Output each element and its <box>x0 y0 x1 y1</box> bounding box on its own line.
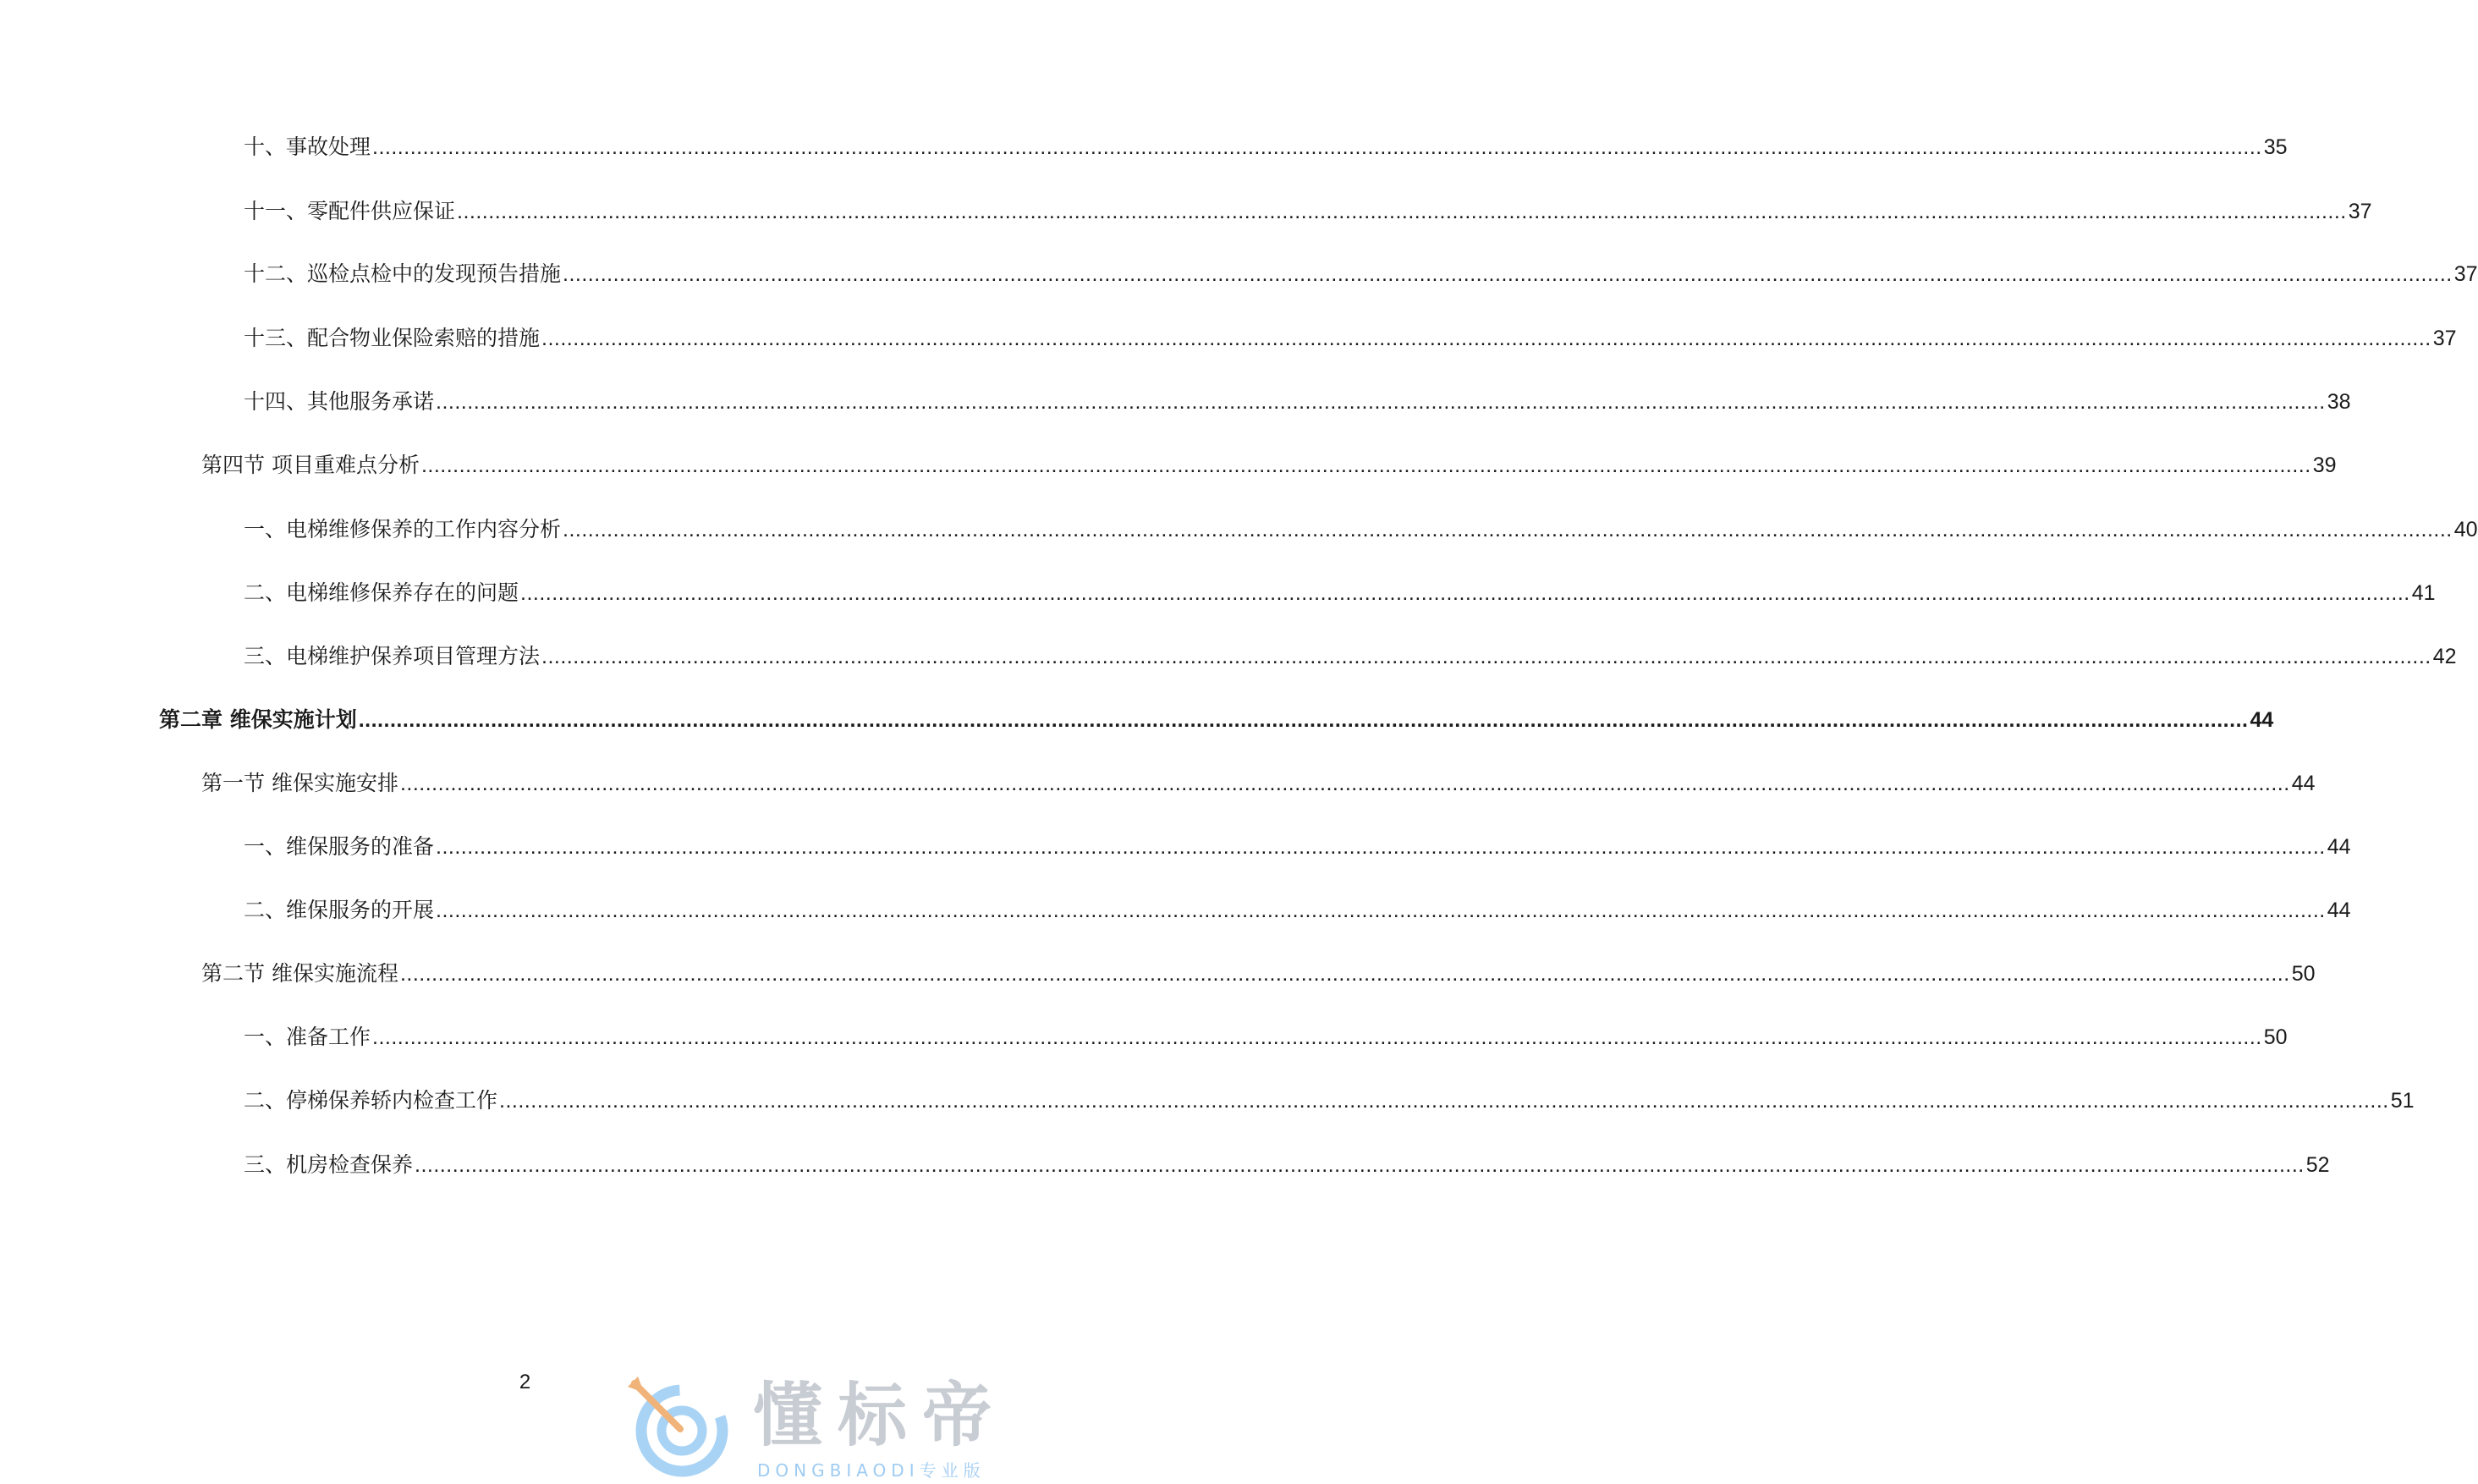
toc-entry-title: 十、事故处理 <box>244 135 371 159</box>
toc-entry-page: 41 <box>2411 581 2436 605</box>
toc-entry-title: 十三、配合物业保险索赔的措施 <box>244 326 541 350</box>
toc-leader-dots: ............................................................................................................................................................................................................................................................................................................ <box>399 772 2290 795</box>
toc-entry-title: 二、电梯维修保养存在的问题 <box>244 580 519 605</box>
toc-entry-page: 44 <box>2327 835 2351 859</box>
watermark <box>626 1375 1032 1481</box>
toc-entry[interactable] <box>244 1020 2288 1054</box>
toc-leader-dots: ............................................................................................................................................................................................................................................................................................................ <box>520 581 2410 605</box>
page-number: 2 <box>519 1371 531 1393</box>
toc-entry-page: 44 <box>2250 708 2274 732</box>
toc-entry-title: 十二、巡检点检中的发现预告措施 <box>244 261 562 286</box>
toc-entry-page: 37 <box>2453 262 2478 286</box>
toc-entry-page: 52 <box>2305 1153 2330 1177</box>
toc-entry[interactable] <box>201 448 2337 482</box>
toc-leader-dots: ............................................................................................................................................................................................................................................................................................................ <box>541 645 2431 668</box>
toc-entry-page: 44 <box>2327 899 2351 922</box>
toc-entry-title: 十一、零配件供应保证 <box>244 199 456 223</box>
toc-entry-page: 42 <box>2432 645 2457 668</box>
watermark-subtitle: DONGBIAODI专业版 <box>757 1460 986 1481</box>
toc-entry-title: 十四、其他服务承诺 <box>244 389 435 414</box>
toc-entry-title: 第一节 维保实施安排 <box>201 771 398 795</box>
toc-entry[interactable] <box>201 767 2316 800</box>
toc-entry-title: 第二章 维保实施计划 <box>159 707 357 732</box>
toc-leader-dots: ............................................................................................................................................................................................................................................................................................................ <box>436 899 2326 922</box>
toc-entry[interactable] <box>244 640 2457 673</box>
toc-leader-dots: ............................................................................................................................................................................................................................................................................................................ <box>457 200 2347 223</box>
toc-entry-page: 35 <box>2263 135 2288 159</box>
toc-entry-title: 二、停梯保养轿内检查工作 <box>244 1088 498 1113</box>
toc-entry[interactable] <box>244 1148 2330 1182</box>
toc-entry[interactable] <box>244 257 2478 291</box>
toc-entry[interactable] <box>244 322 2457 355</box>
toc-leader-dots: ............................................................................................................................................................................................................................................................................................................ <box>358 708 2249 732</box>
toc-leader-dots: ............................................................................................................................................................................................................................................................................................................ <box>420 453 2311 477</box>
target-arrow-icon <box>626 1375 732 1481</box>
toc-entry-page: 51 <box>2390 1089 2415 1113</box>
toc-entry[interactable] <box>244 1084 2415 1118</box>
toc-leader-dots: ............................................................................................................................................................................................................................................................................................................ <box>436 835 2326 859</box>
toc-entry-title: 一、准备工作 <box>244 1025 371 1049</box>
toc-entry-title: 一、维保服务的准备 <box>244 834 435 859</box>
toc-entry-title: 第二节 维保实施流程 <box>201 961 398 986</box>
toc-entry-page: 44 <box>2291 772 2316 795</box>
toc-entry-page: 50 <box>2291 962 2316 986</box>
toc-entry-title: 三、电梯维护保养项目管理方法 <box>244 644 541 668</box>
toc-leader-dots: ............................................................................................................................................................................................................................................................................................................ <box>541 327 2431 350</box>
toc-entry-page: 39 <box>2312 453 2337 477</box>
toc-entry[interactable] <box>244 576 2436 610</box>
toc-leader-dots: ............................................................................................................................................................................................................................................................................................................ <box>415 1153 2305 1177</box>
toc-entry-page: 37 <box>2432 327 2457 350</box>
toc-entry[interactable] <box>159 703 2274 737</box>
toc-entry[interactable] <box>201 957 2316 991</box>
watermark-brand: 懂标帝 <box>753 1376 1008 1456</box>
toc-entry-title: 二、维保服务的开展 <box>244 898 435 922</box>
toc-entry[interactable] <box>244 130 2288 164</box>
toc-entry[interactable] <box>244 893 2351 927</box>
toc-leader-dots: ............................................................................................................................................................................................................................................................................................................ <box>563 262 2453 286</box>
toc-leader-dots: ............................................................................................................................................................................................................................................................................................................ <box>372 1025 2262 1049</box>
toc-leader-dots: ............................................................................................................................................................................................................................................................................................................ <box>436 390 2326 414</box>
toc-entry[interactable] <box>244 385 2351 419</box>
toc-entry-title: 第四节 项目重难点分析 <box>201 453 420 477</box>
toc-entry[interactable] <box>244 513 2478 547</box>
toc-leader-dots: ............................................................................................................................................................................................................................................................................................................ <box>563 518 2453 541</box>
toc-entry-page: 37 <box>2348 200 2372 223</box>
toc-leader-dots: ............................................................................................................................................................................................................................................................................................................ <box>399 962 2290 986</box>
toc-entry-title: 一、电梯维修保养的工作内容分析 <box>244 517 562 541</box>
toc-leader-dots: ............................................................................................................................................................................................................................................................................................................ <box>372 135 2262 159</box>
toc-entry-page: 40 <box>2453 518 2478 541</box>
toc-entry-page: 50 <box>2263 1025 2288 1049</box>
toc-entry-page: 38 <box>2327 390 2351 414</box>
toc-leader-dots: ............................................................................................................................................................................................................................................................................................................ <box>499 1089 2389 1113</box>
toc-entry[interactable] <box>244 830 2351 864</box>
toc-entry[interactable] <box>244 195 2372 228</box>
toc-entry-title: 三、机房检查保养 <box>244 1152 414 1177</box>
